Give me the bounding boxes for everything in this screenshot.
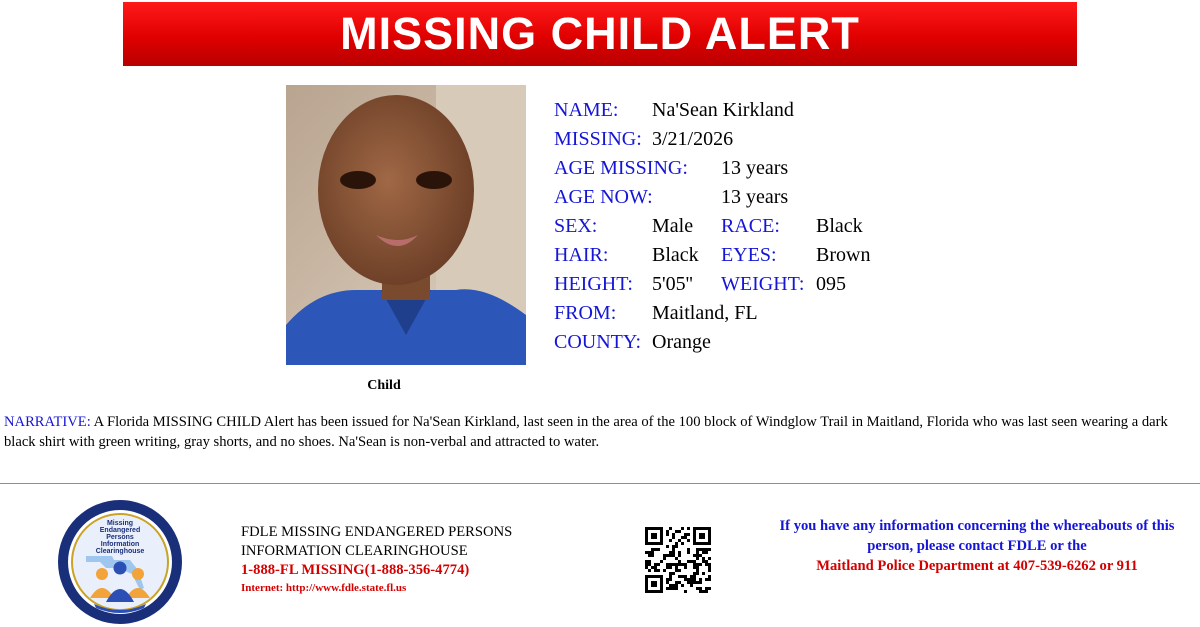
height-value: 5'05'' — [652, 273, 693, 295]
logo-line-3: Persons — [106, 534, 134, 541]
age-missing-value: 13 years — [721, 157, 789, 179]
contact-line-1: If you have any information concerning the whereabouts of this — [779, 518, 1175, 534]
org-line-1: FDLE MISSING ENDANGERED PERSONS — [241, 524, 513, 540]
logo-line-2: Endangered — [99, 527, 141, 534]
from-value: Maitland, FL — [652, 302, 758, 324]
narrative-text: A Florida MISSING CHILD Alert has been issued for Na'Sean Kirkland, last seen in the area of the 100 block of Windglow Trail in Maitland, Florida who was last seen wearing a dark black shirt with green writing, gray shorts, and no shoes. Na'Sean is non-verbal and attracted to water. — [4, 414, 1168, 450]
photo-caption: Child — [367, 378, 401, 393]
hair-value: Black — [652, 244, 699, 266]
hotline-phone: 1-888-FL MISSING(1-888-356-4774) — [241, 562, 470, 578]
alert-banner — [123, 2, 1077, 66]
race-value: Black — [816, 215, 863, 237]
internet-link[interactable]: Internet: http://www.fdle.state.fl.us — [241, 582, 407, 594]
county-value: Orange — [652, 331, 711, 353]
eyes-label: EYES: — [721, 244, 777, 266]
weight-value: 095 — [816, 273, 846, 295]
age-now-value: 13 years — [721, 186, 789, 208]
contact-line-3: Maitland Police Department at 407-539-6262 or 911 — [816, 558, 1138, 574]
name-value: Na'Sean Kirkland — [652, 99, 794, 121]
county-label: COUNTY: — [554, 331, 642, 353]
height-label: HEIGHT: — [554, 273, 633, 295]
race-label: RACE: — [721, 215, 780, 237]
from-label: FROM: — [554, 302, 617, 324]
logo-line-1: Missing — [106, 520, 134, 527]
child-photo — [286, 85, 526, 365]
eyes-value: Brown — [816, 244, 871, 266]
name-label: NAME: — [554, 99, 619, 121]
logo-line-5: Clearinghouse — [95, 548, 145, 555]
contact-line-2: person, please contact FDLE or the — [867, 538, 1087, 554]
clearinghouse-logo — [56, 498, 184, 626]
contact-notice — [762, 516, 1192, 576]
sex-label: SEX: — [554, 215, 598, 237]
narrative — [4, 412, 1196, 452]
divider — [0, 483, 1200, 484]
age-missing-label: AGE MISSING: — [554, 157, 688, 179]
narrative-label: NARRATIVE: — [4, 414, 91, 430]
qr-code[interactable] — [644, 526, 712, 594]
logo-line-4: Information — [100, 541, 140, 548]
org-line-2: INFORMATION CLEARINGHOUSE — [241, 543, 468, 559]
missing-value: 3/21/2026 — [652, 128, 734, 150]
alert-title: MISSING CHILD ALERT — [340, 8, 860, 59]
missing-label: MISSING: — [554, 128, 642, 150]
hair-label: HAIR: — [554, 244, 609, 266]
age-now-label: AGE NOW: — [554, 186, 653, 208]
weight-label: WEIGHT: — [721, 273, 805, 295]
clearinghouse-info — [241, 523, 512, 597]
sex-value: Male — [652, 215, 694, 237]
